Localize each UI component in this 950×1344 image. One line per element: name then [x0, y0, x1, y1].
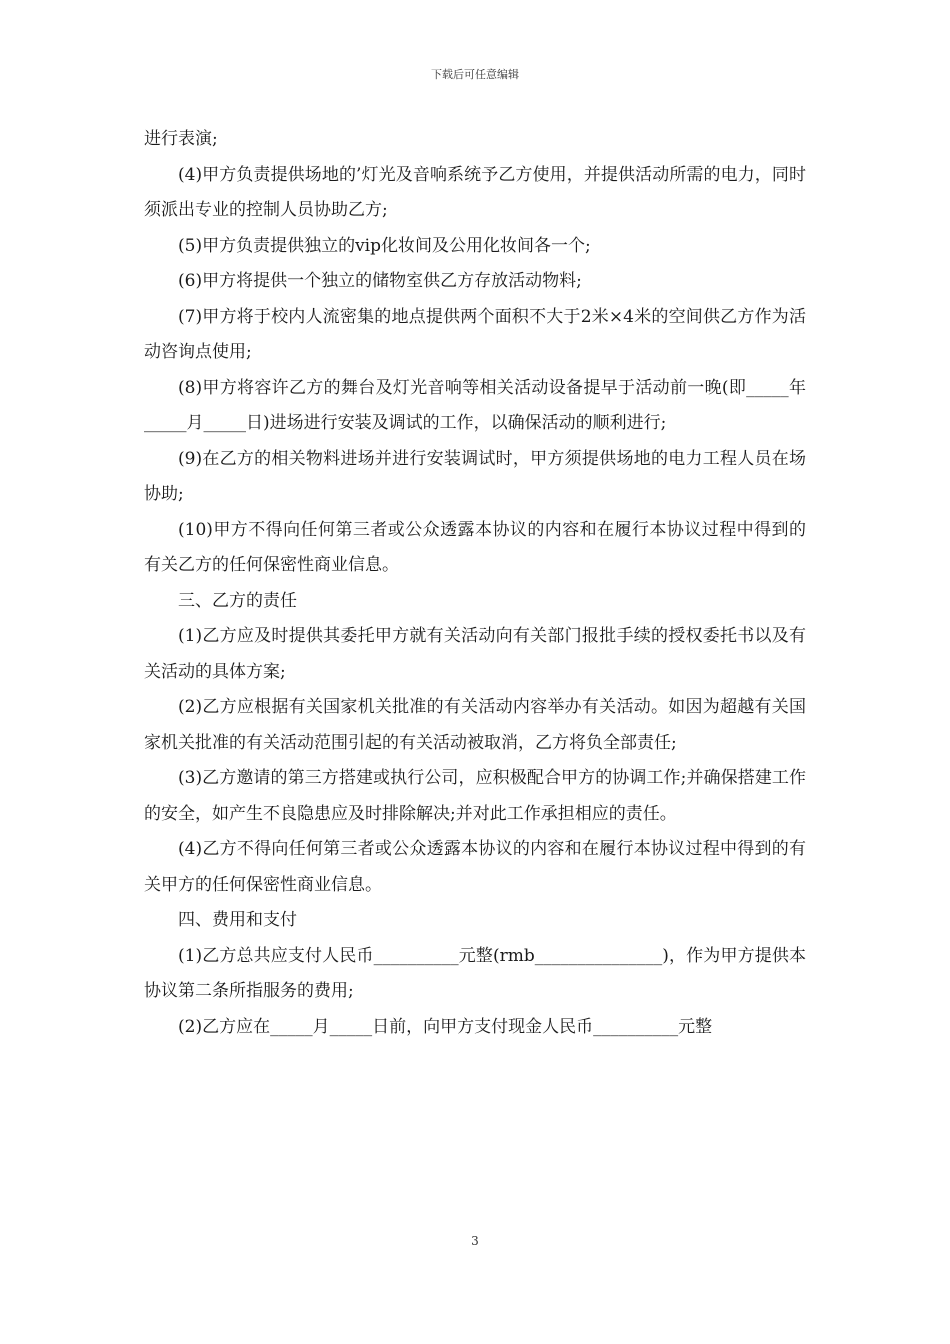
paragraph-clause-9: (9)在乙方的相关物料进场并进行安装调试时，甲方须提供场地的电力工程人员在场协助;: [144, 448, 806, 504]
section-heading-3: 三、乙方的责任: [178, 590, 297, 611]
paragraph-payment-1: (1)乙方总共应支付人民币__________元整(rmb_______________)，作为甲方提供本协议第二条所指服务的费用;: [144, 945, 806, 1001]
paragraph-party-b-2: (2)乙方应根据有关国家机关批准的有关活动内容举办有关活动。如因为超越有关国家机关批准的有关活动范围引起的有关活动被取消，乙方将负全部责任;: [144, 697, 806, 753]
paragraph-party-b-4: (4)乙方不得向任何第三者或公众透露本协议的内容和在履行本协议过程中得到的有关甲方的任何保密性商业信息。: [144, 839, 806, 895]
document-body: [144, 122, 806, 1045]
paragraph-party-b-3: (3)乙方邀请的第三方搭建或执行公司，应积极配合甲方的协调工作;并确保搭建工作的安全，如产生不良隐患应及时排除解决;并对此工作承担相应的责任。: [144, 768, 806, 824]
page-number: 3: [471, 1234, 479, 1248]
paragraph-clause-7: (7)甲方将于校内人流密集的地点提供两个面积不大于2米×4米的空间供乙方作为活动咨询点使用;: [144, 306, 806, 362]
paragraph-continuation: 进行表演;: [144, 129, 218, 149]
page-header-note: 下载后可任意编辑: [431, 68, 519, 81]
paragraph-party-b-1: (1)乙方应及时提供其委托甲方就有关活动向有关部门报批手续的授权委托书以及有关活动的具体方案;: [144, 626, 806, 682]
paragraph-clause-8: (8)甲方将容许乙方的舞台及灯光音响等相关活动设备提早于活动前一晚(即_____年_____月_____日)进场进行安装及调试的工作，以确保活动的顺利进行;: [144, 377, 806, 433]
paragraph-clause-6: (6)甲方将提供一个独立的储物室供乙方存放活动物料;: [178, 271, 582, 291]
paragraph-clause-10: (10)甲方不得向任何第三者或公众透露本协议的内容和在履行本协议过程中得到的有关乙方的任何保密性商业信息。: [144, 519, 806, 575]
paragraph-payment-2: (2)乙方应在_____月_____日前，向甲方支付现金人民币__________元整: [178, 1016, 713, 1037]
paragraph-clause-5: (5)甲方负责提供独立的vip化妆间及公用化妆间各一个;: [178, 235, 591, 256]
paragraph-clause-4: (4)甲方负责提供场地的’灯光及音响系统予乙方使用，并提供活动所需的电力，同时须派出专业的控制人员协助乙方;: [144, 164, 806, 220]
section-heading-4: 四、费用和支付: [178, 910, 297, 930]
